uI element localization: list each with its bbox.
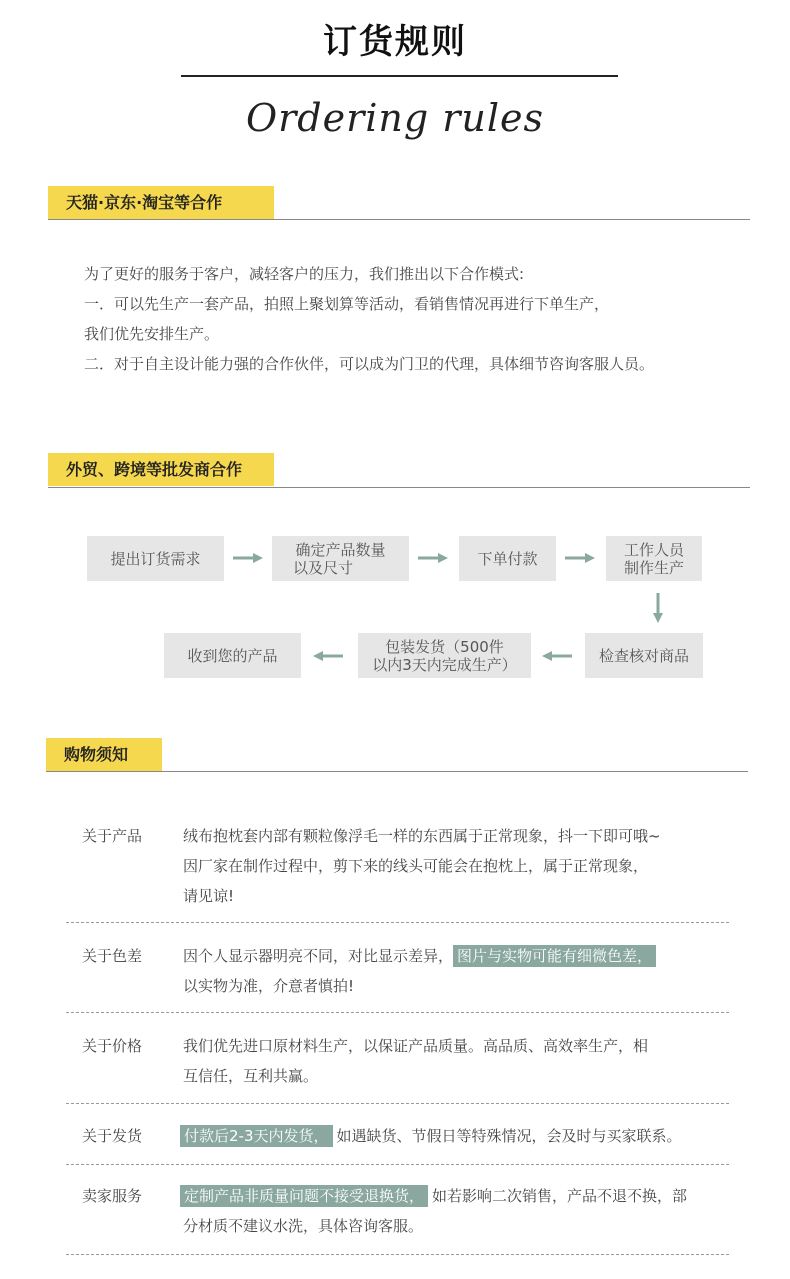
step-label: 下单付款 [477,549,538,568]
section-tab-shopping-notes: 购物须知 [46,738,162,771]
step-label: 检查核对商品 [598,646,689,665]
note-text: 如若影响二次销售，产品不退不换，部 [432,1187,688,1205]
dashed-divider [66,1103,729,1104]
page-title: 订货规则 [323,22,467,62]
page-subtitle: Ordering rules [245,96,545,140]
note-text-product [183,821,738,911]
dashed-divider [66,922,729,923]
mode-one-text-cont: 我们优先安排生产。 [84,325,220,343]
note-line: 请见谅! [183,887,235,905]
note-label-color: 关于色差 [82,947,143,965]
intro-text: 为了更好的服务于客户，减轻客户的压力，我们推出以下合作模式: [84,265,525,283]
note-text-price [183,1031,738,1091]
section-divider [46,771,748,772]
note-line: 以实物为准，介意者慎拍! [183,977,355,995]
note-line: 互信任，互利共赢。 [183,1067,319,1085]
section-divider [48,487,750,488]
note-line [180,1181,740,1211]
step-inspect-goods [585,633,703,678]
note-line [180,1121,740,1151]
note-text: 如遇缺货、节假日等特殊情况，会及时与买家联系。 [336,1127,682,1145]
arrow-left-icon [542,649,572,663]
dashed-divider [66,1012,729,1013]
step-label: 收到您的产品 [187,646,278,665]
section-divider [48,219,750,220]
step-label: 确定产品数量 [295,540,386,559]
note-line: 因厂家在制作过程中，剪下来的线头可能会在抱枕上，属于正常现象， [183,857,649,875]
arrow-down-icon [651,593,665,623]
step-label: 制作生产 [623,558,684,577]
step-label: 工作人员 [623,540,684,559]
note-text: 因个人显示器明亮不同，对比显示差异， [183,947,454,965]
note-text-shipping [180,1121,740,1151]
mode-two-text: 二．对于自主设计能力强的合作伙伴，可以成为门卫的代理，具体细节咨询客服人员。 [84,355,655,373]
note-label-product: 关于产品 [82,827,143,845]
step-label: 包装发货（500件 [385,637,504,656]
step-label: 以及尺寸 [293,558,354,577]
step-staff-production [606,536,702,581]
arrow-left-icon [313,649,343,663]
note-text-color [183,941,738,1001]
dashed-divider [66,1164,729,1165]
note-label-service: 卖家服务 [82,1187,143,1205]
section-tab-cooperation: 天猫·京东·淘宝等合作 [48,186,274,219]
dashed-divider [66,1254,729,1255]
step-pack-ship [358,633,531,678]
section-tab-wholesale: 外贸、跨境等批发商合作 [48,453,274,486]
arrow-right-icon [233,551,263,565]
step-label: 以内3天内完成生产） [372,655,517,674]
mode-one-text: 一．可以先生产一套产品，拍照上聚划算等活动，看销售情况再进行下单生产， [84,295,610,313]
note-label-shipping: 关于发货 [82,1127,143,1145]
highlight-badge: 定制产品非质量问题不接受退换货， [180,1185,428,1207]
note-text-service [180,1181,740,1241]
step-receive-product [164,633,301,678]
note-label-price: 关于价格 [82,1037,143,1055]
note-line: 我们优先进口原材料生产，以保证产品质量。高品质、高效率生产，相 [183,1037,649,1055]
arrow-right-icon [565,551,595,565]
step-confirm-quantity-size [272,536,409,581]
note-line: 分材质不建议水洗，具体咨询客服。 [183,1217,424,1235]
step-label: 提出订货需求 [110,549,201,568]
highlight-badge: 付款后2-3天内发货， [180,1125,333,1147]
note-line [183,941,738,971]
note-line: 绒布抱枕套内部有颗粒像浮毛一样的东西属于正常现象，抖一下即可哦~ [183,827,661,845]
arrow-right-icon [418,551,448,565]
title-divider [181,75,618,77]
step-submit-order-request [87,536,224,581]
highlight-badge: 图片与实物可能有细微色差， [453,945,656,967]
step-place-order-pay [459,536,556,581]
